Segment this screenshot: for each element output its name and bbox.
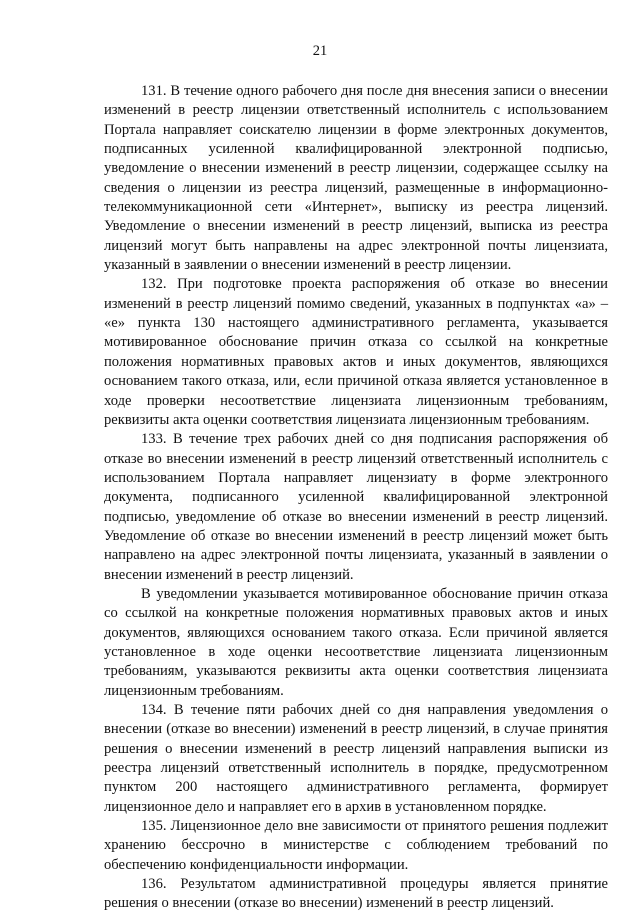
paragraph-133: 133. В течение трех рабочих дней со дня подписания распоряжения об отказе во внесении изменений в реестр лицензий ответственный исполнитель с использованием Портала направляет лицензиату в форме электронного документа, подписанного усиленной квалифицированной электронной подписью, уведомление об отказе во внесении изменений в реестр лицензий. Уведомление об отказе во внесении изменений в реестр лицензий может быть направлено на адрес электронной почты лицензиата, указанный в заявлении о внесении изменений в реестр лицензий. [104, 431, 608, 583]
paragraph-133-notice: В уведомлении указывается мотивированное обоснование причин отказа со ссылкой на конкретные положения нормативных правовых актов и иных документов, являющихся основанием такого отказа. Если причиной является установленное в ходе оценки несоответствие лицензиата лицензионным требованиям, указываются реквизиты акта оценки соответствия лицензиата лицензионным требованиям. [104, 585, 608, 699]
paragraph-136: 136. Результатом административной процедуры является принятие решения о внесении (отказе во внесении) изменений в реестр лицензий. [104, 876, 608, 912]
document-body [104, 82, 608, 914]
paragraph-132: 132. При подготовке проекта распоряжения об отказе во внесении изменений в реестр лицензий помимо сведений, указанных в подпунктах «а» – «е» пункта 130 настоящего административного регламента, указывается мотивированное обоснование причин отказа со ссылкой на конкретные положения нормативных правовых актов и иных документов, являющихся основанием такого отказа, или, если причиной отказа является установленное в ходе проверки несоответствие лицензиата лицензионным требованиям, реквизиты акта оценки соответствия лицензиата лицензионным требованиям. [104, 276, 608, 428]
paragraph-131: 131. В течение одного рабочего дня после дня внесения записи о внесении изменений в реестр лицензии ответственный исполнитель с использованием Портала направляет соискателю лицензии в форме электронных документов, подписанных усиленной квалифицированной электронной подписью, уведомление о внесении изменений в реестр лицензии, содержащее ссылку на сведения о лицензии из реестра лицензий, размещенные в информационно-телекоммуникационной сети «Интернет», выписку из реестра лицензий. Уведомление о внесении изменений в реестр лицензий, выписка из реестра лицензий могут быть направлены на адрес электронной почты лицензиата, указанный в заявлении о внесении изменений в реестр лицензии. [104, 83, 608, 274]
paragraph-135: 135. Лицензионное дело вне зависимости от принятого решения подлежит хранению бессрочно в министерстве с соблюдением требований по обеспечению конфиденциальности информации. [104, 818, 608, 873]
page-number: 21 [312, 43, 328, 59]
paragraph-134: 134. В течение пяти рабочих дней со дня направления уведомления о внесении (отказе во внесении) изменений в реестр лицензий, в случае принятия решения о внесении изменений в реестр лицензий направления выписки из реестра лицензий ответственный исполнитель в порядке, предусмотренном пунктом 200 настоящего административного регламента, формирует лицензионное дело и направляет его в архив в установленном порядке. [104, 702, 608, 815]
